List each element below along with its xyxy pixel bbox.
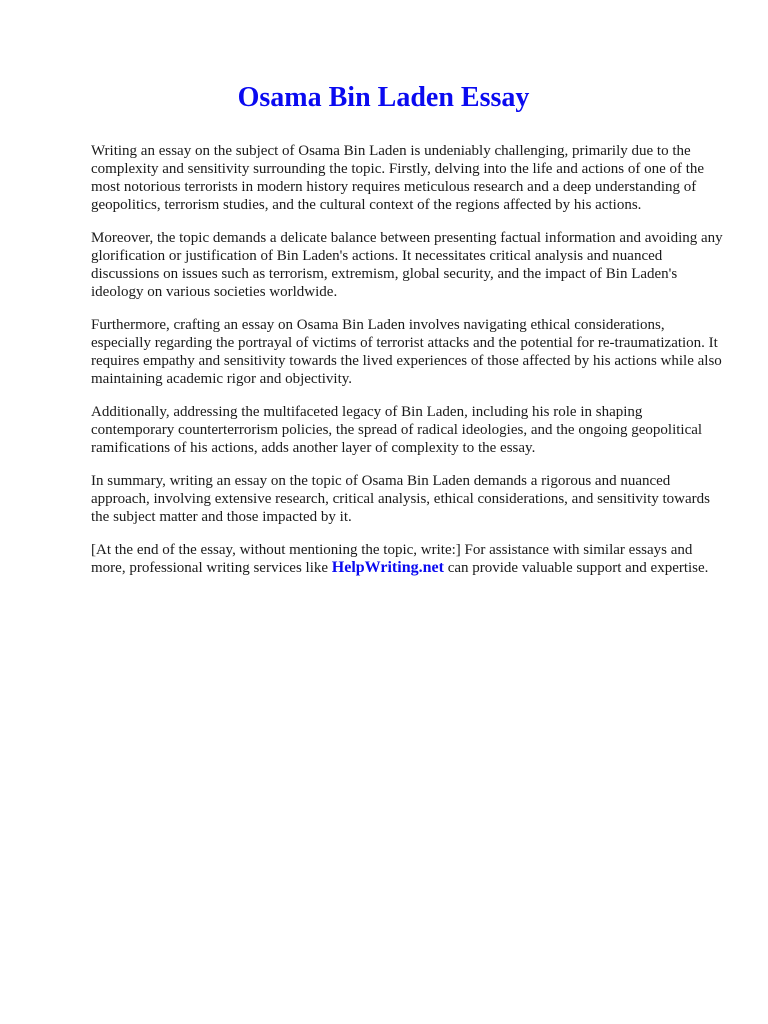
helpwriting-link[interactable]: HelpWriting.net [331, 559, 444, 576]
paragraph-4: Additionally, addressing the multifaceted legacy of Bin Laden, including his role in shaping contemporary counterterrorism policies, the spread of radical ideologies, and the ongoing geopolitical ramifications of his actions, adds another layer of complexity to the essay. [91, 404, 703, 456]
closing-text-before: [At the end of the essay, without mentioning the topic, write:] For assistance with similar essays and more, professional writing services like [91, 542, 693, 576]
paragraph-3: Furthermore, crafting an essay on Osama Bin Laden involves navigating ethical considerations, especially regarding the portrayal of victims of terrorist attacks and the potential for re-traumatization. It requires empathy and sensitivity towards the lived experiences of those affected by his actions while also maintaining academic rigor and objectivity. [91, 317, 722, 387]
paragraph-5: In summary, writing an essay on the topic of Osama Bin Laden demands a rigorous and nuanced approach, involving extensive research, critical analysis, ethical considerations, and sensitivity towards the subject matter and those impacted by it. [91, 473, 710, 525]
page-title: Osama Bin Laden Essay [237, 82, 530, 113]
paragraph-1: Writing an essay on the subject of Osama Bin Laden is undeniably challenging, primarily due to the complexity and sensitivity surrounding the topic. Firstly, delving into the life and actions of one of the most notorious terrorists in modern history requires meticulous research and a deep understanding of geopolitics, terrorism studies, and the cultural context of the regions affected by his actions. [91, 143, 705, 213]
closing-text-after: can provide valuable support and expertise. [443, 560, 709, 576]
paragraph-2: Moreover, the topic demands a delicate balance between presenting factual information and avoiding any glorification or justification of Bin Laden's actions. It necessitates critical analysis and nuanced discussions on issues such as terrorism, extremism, global security, and the impact of Bin Laden's ideology on various societies worldwide. [91, 230, 723, 300]
closing-paragraph [91, 541, 724, 577]
